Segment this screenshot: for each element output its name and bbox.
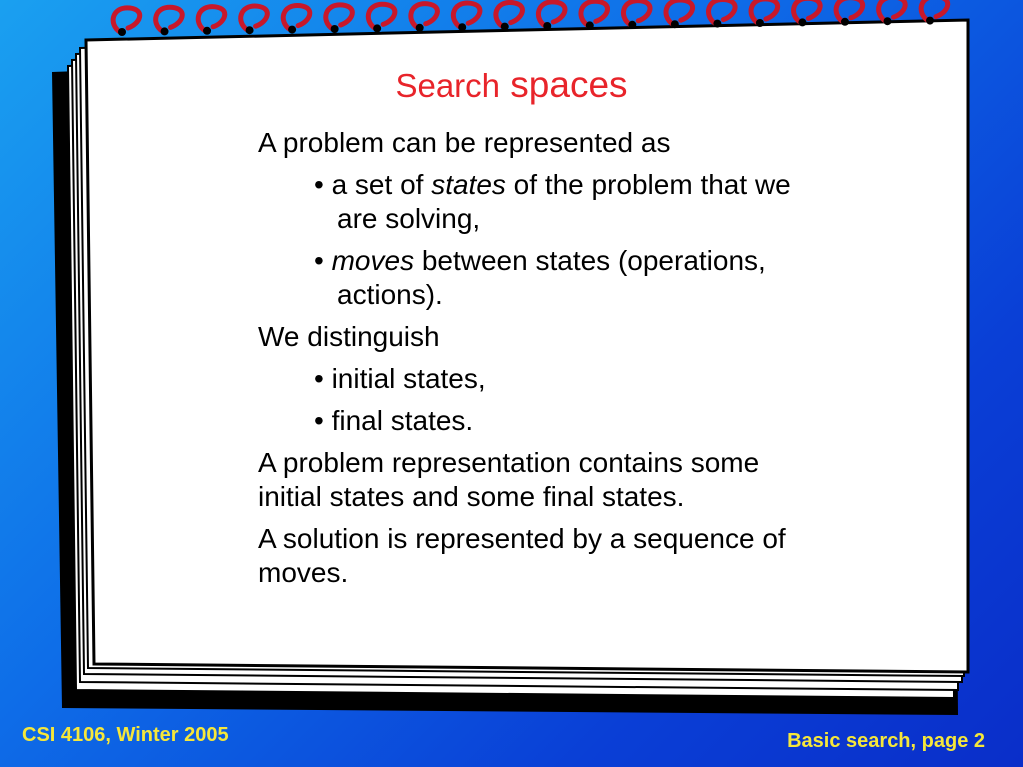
paragraph-solution: A solution is represented by a sequence of moves. xyxy=(258,523,786,588)
spiral-ring xyxy=(241,6,268,30)
spiral-hole xyxy=(331,25,339,33)
italic-moves: moves xyxy=(331,245,415,276)
spiral-ring xyxy=(326,5,353,29)
spiral-hole xyxy=(203,27,211,35)
bullet-moves xyxy=(314,244,828,312)
spiral-ring xyxy=(623,1,650,25)
spiral-hole xyxy=(756,19,764,27)
spiral-hole xyxy=(161,27,169,35)
spiral-hole xyxy=(118,28,126,36)
spiral-hole xyxy=(246,26,254,34)
spiral-ring xyxy=(198,7,225,31)
spiral-hole xyxy=(798,18,806,26)
spiral-hole xyxy=(628,21,636,29)
spiral-ring xyxy=(283,5,310,29)
spiral-hole xyxy=(458,23,466,31)
footer-course: CSI 4106, Winter 2005 xyxy=(22,724,229,746)
spiral-hole xyxy=(586,21,594,29)
spiral-ring xyxy=(156,7,183,31)
title-word-spaces: spaces xyxy=(510,64,628,105)
spiral-ring xyxy=(538,2,565,26)
spiral-ring xyxy=(794,0,821,22)
spiral-hole xyxy=(373,24,381,32)
spiral-ring xyxy=(496,2,523,26)
bullet-final-states: • final states. xyxy=(314,405,474,436)
spiral-hole xyxy=(713,20,721,28)
spiral-hole xyxy=(501,23,509,31)
spiral-hole xyxy=(416,24,424,32)
spiral-hole xyxy=(543,22,551,30)
spiral-hole xyxy=(926,17,934,25)
spiral-ring xyxy=(709,0,736,24)
spiral-hole xyxy=(671,20,679,28)
slide-title xyxy=(0,62,1023,109)
title-word-search: Search xyxy=(395,67,501,104)
bullet-text: between states (operations, actions). xyxy=(337,245,766,310)
spiral-ring xyxy=(836,0,863,22)
paragraph-problem-representation: A problem representation contains some initial states and some final states. xyxy=(258,447,760,512)
paragraph-problem-represented: A problem can be represented as xyxy=(258,127,671,158)
spiral-ring xyxy=(666,0,693,24)
paragraph-we-distinguish: We distinguish xyxy=(258,321,440,352)
slide-body xyxy=(258,126,828,598)
spiral-ring xyxy=(581,1,608,25)
spiral-hole xyxy=(841,18,849,26)
spiral-ring xyxy=(453,3,480,27)
spiral-hole xyxy=(288,26,296,34)
spiral-ring xyxy=(921,0,948,21)
bullet-text: • xyxy=(314,245,332,276)
spiral-ring xyxy=(113,8,140,32)
spiral-ring xyxy=(751,0,778,23)
spiral-ring xyxy=(879,0,906,21)
bullet-set-of-states xyxy=(314,168,828,236)
bullet-initial-states: • initial states, xyxy=(314,363,486,394)
spiral-ring xyxy=(368,4,395,28)
footer-page: Basic search, page 2 xyxy=(787,730,985,752)
spiral-ring xyxy=(411,4,438,28)
italic-states: states xyxy=(431,169,506,200)
spiral-hole xyxy=(883,17,891,25)
bullet-text: of the problem that we are solving, xyxy=(337,169,791,234)
bullet-text: • a set of xyxy=(314,169,432,200)
